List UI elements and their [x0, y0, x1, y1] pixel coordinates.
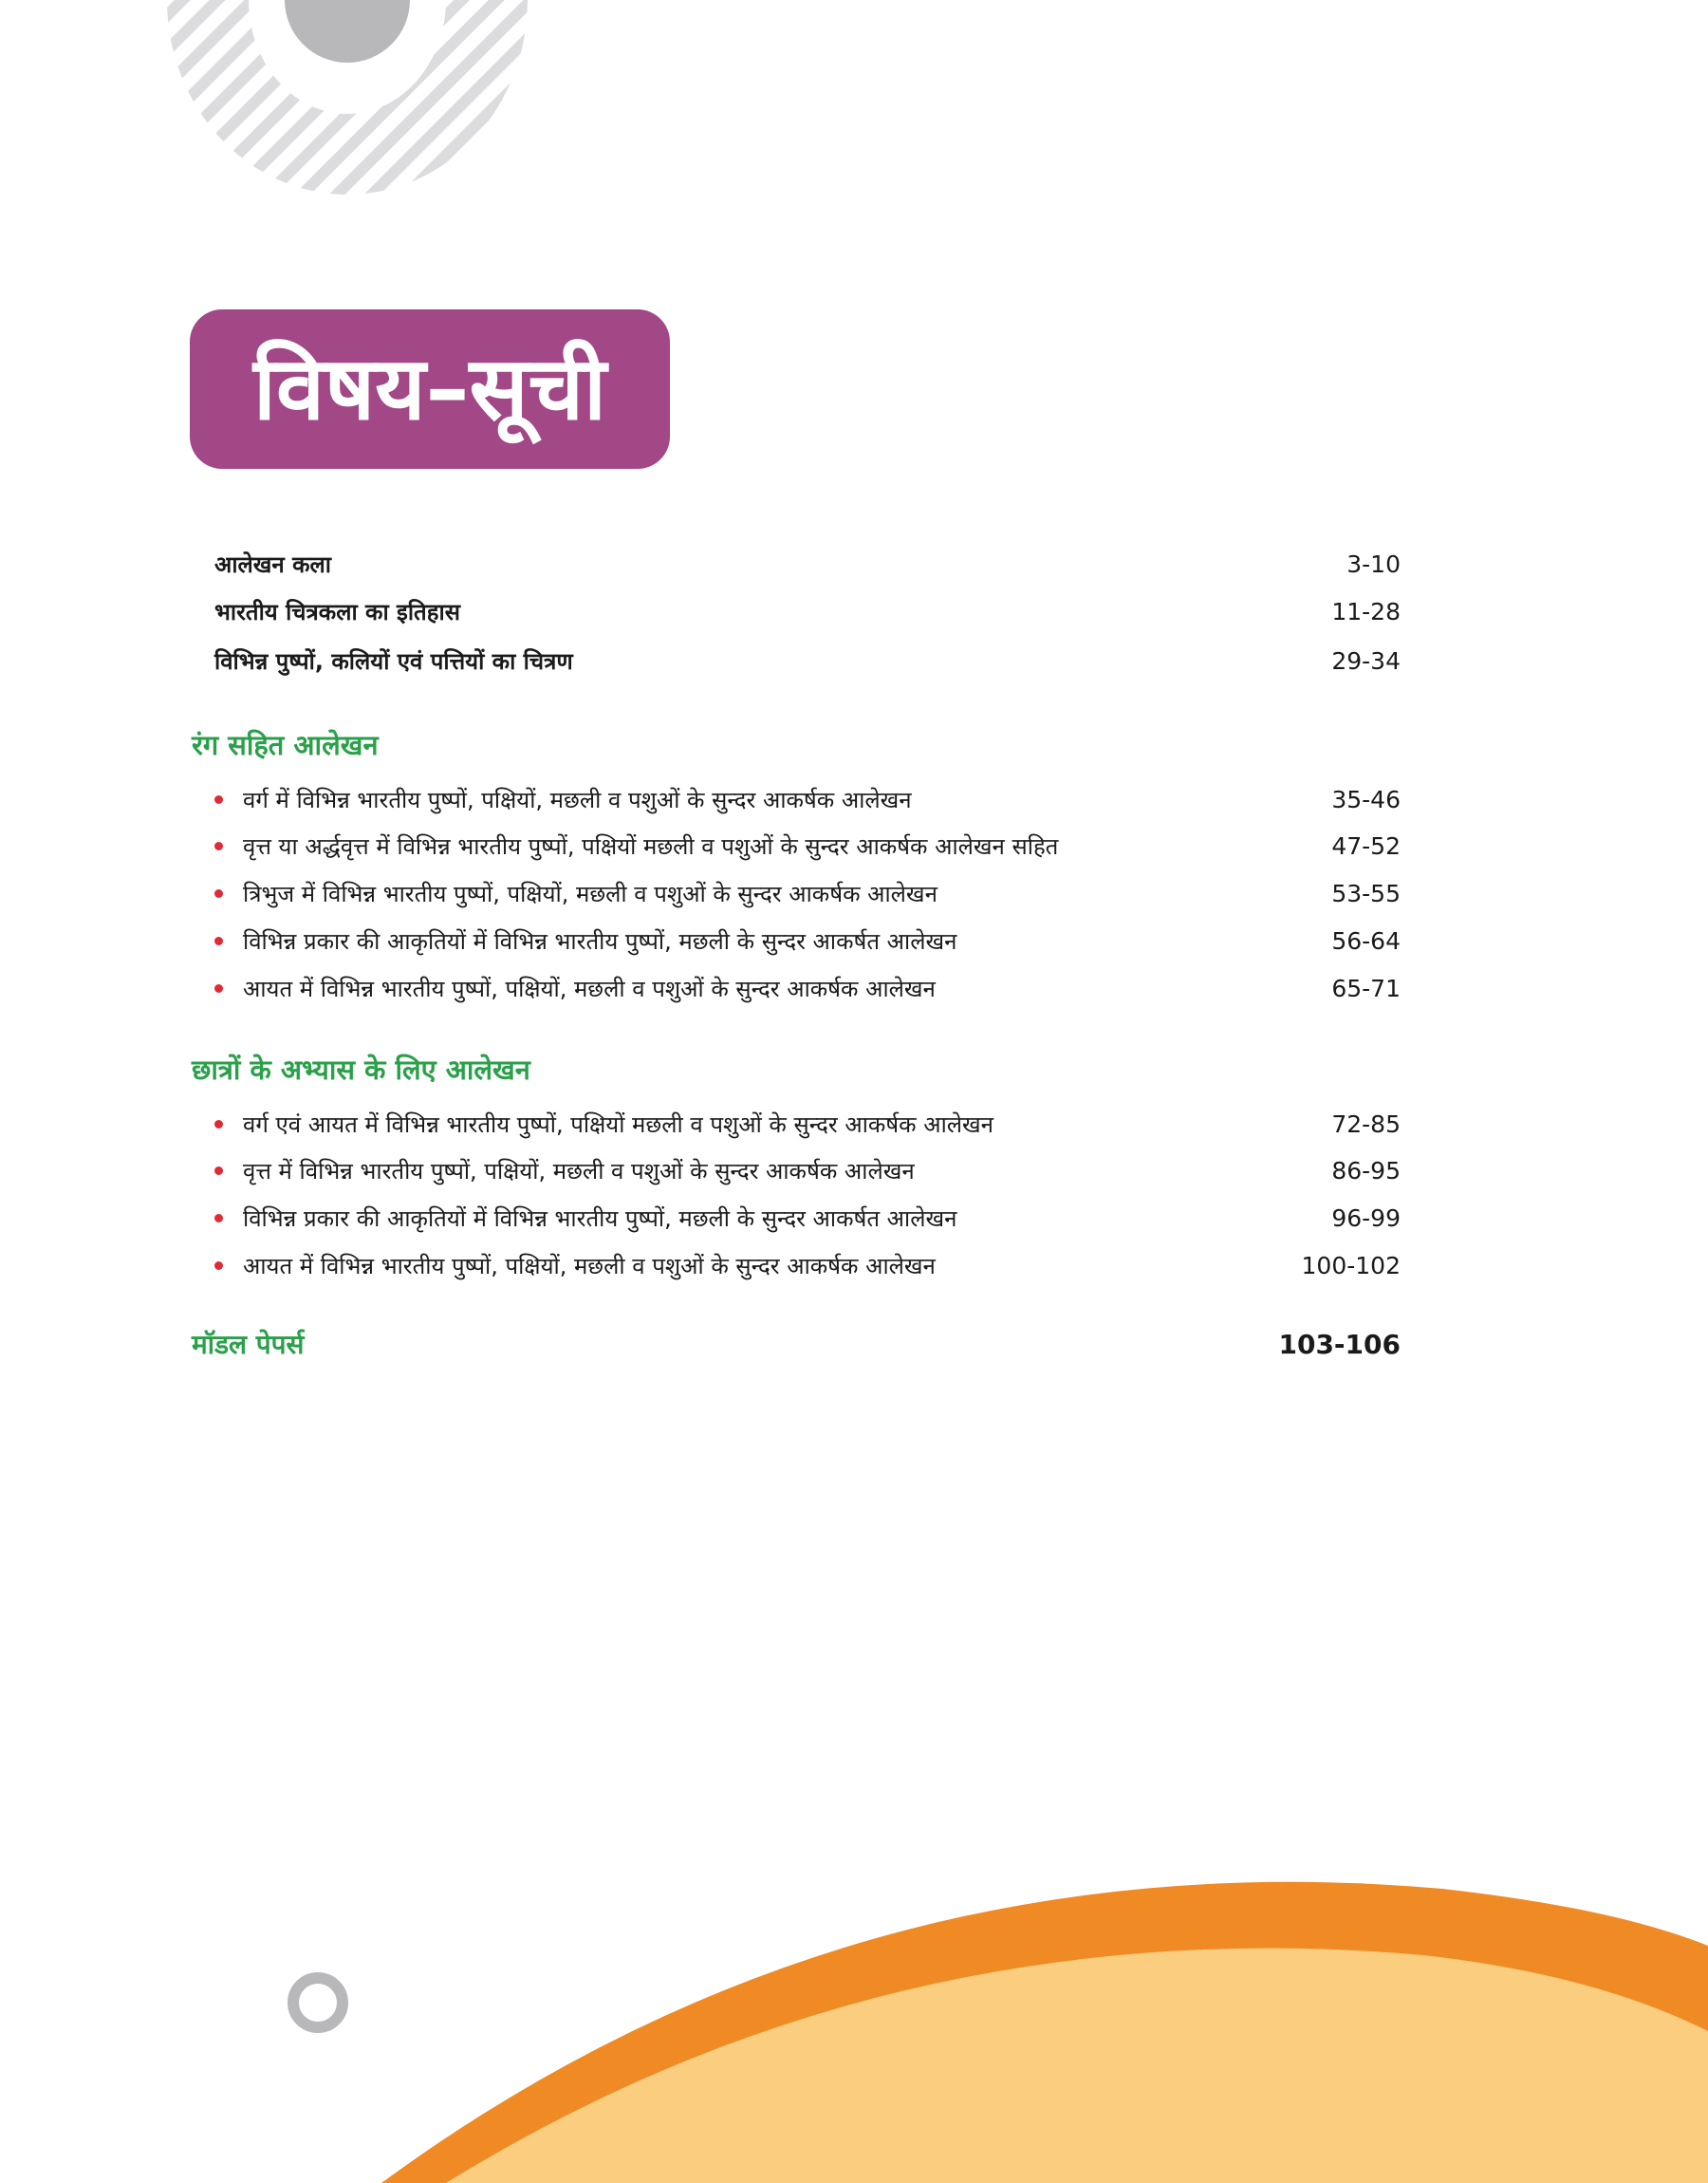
- toc-entry-label: आलेखन कला: [214, 551, 332, 578]
- bullet-icon: [214, 889, 223, 898]
- toc-item-label: वर्ग एवं आयत में विभिन्न भारतीय पुष्पों, पक्षियों मछली व पशुओं के सुन्दर आकर्षक आलेखन: [243, 1111, 993, 1138]
- toc-item-pages: 53-55: [1331, 880, 1401, 907]
- gray-half-disc: [285, 0, 410, 63]
- bullet-icon: [214, 1214, 223, 1222]
- toc-entry-pages: 3-10: [1346, 550, 1401, 578]
- toc-item[interactable]: [214, 1242, 1401, 1290]
- model-papers-label: मॉडल पेपर्स: [192, 1329, 305, 1360]
- toc-item-pages: 56-64: [1331, 927, 1401, 955]
- toc-entry-pages: 29-34: [1331, 647, 1401, 675]
- toc-item-label: वर्ग में विभिन्न भारतीय पुष्पों, पक्षियों, मछली व पशुओं के सुन्दर आकर्षक आलेखन: [243, 787, 912, 813]
- bullet-icon: [214, 984, 223, 993]
- toc-item-label: वृत्त या अर्द्धवृत्त में विभिन्न भारतीय पुष्पों, पक्षियों मछली व पशुओं के सुन्दर आकर्षक आलेखन सहित: [243, 833, 1059, 860]
- toc-item-label: आयत में विभिन्न भारतीय पुष्पों, पक्षियों, मछली व पशुओं के सुन्दर आकर्षक आलेखन: [243, 976, 936, 1002]
- toc-item-pages: 65-71: [1331, 975, 1401, 1002]
- page-title: विषय–सूची: [253, 338, 606, 439]
- toc-entry[interactable]: [214, 588, 1401, 636]
- toc-item[interactable]: [214, 1147, 1401, 1195]
- toc-item[interactable]: [214, 918, 1401, 965]
- toc-item[interactable]: [214, 1195, 1401, 1242]
- toc-entry-label: भारतीय चित्रकला का इतिहास: [214, 599, 460, 625]
- section-heading: छात्रों के अभ्यास के लिए आलेखन: [192, 1054, 530, 1086]
- toc-entry[interactable]: [214, 638, 1401, 685]
- bullet-icon: [214, 1120, 223, 1129]
- bullet-icon: [214, 842, 223, 850]
- toc-item-pages: 35-46: [1331, 786, 1401, 813]
- toc-item-label: आयत में विभिन्न भारतीय पुष्पों, पक्षियों, मछली व पशुओं के सुन्दर आकर्षक आलेखन: [243, 1253, 936, 1279]
- toc-item[interactable]: [214, 823, 1401, 870]
- toc-item-label: विभिन्न प्रकार की आकृतियों में विभिन्न भारतीय पुष्पों, मछली के सुन्दर आकर्षत आलेखन: [243, 928, 957, 955]
- bullet-icon: [214, 937, 223, 945]
- toc-item-label: त्रिभुज में विभिन्न भारतीय पुष्पों, पक्षियों, मछली व पशुओं के सुन्दर आकर्षक आलेखन: [243, 881, 938, 907]
- toc-item-label: विभिन्न प्रकार की आकृतियों में विभिन्न भारतीय पुष्पों, मछली के सुन्दर आकर्षत आलेखन: [243, 1205, 957, 1232]
- toc-item[interactable]: [214, 776, 1401, 824]
- toc-item-label: वृत्त में विभिन्न भारतीय पुष्पों, पक्षियों, मछली व पशुओं के सुन्दर आकर्षक आलेखन: [243, 1158, 915, 1185]
- toc-item[interactable]: [214, 870, 1401, 918]
- toc-item-pages: 100-102: [1301, 1252, 1401, 1279]
- toc-item-pages: 86-95: [1331, 1157, 1401, 1185]
- toc-item-pages: 72-85: [1331, 1110, 1401, 1138]
- gray-ring: [293, 1978, 343, 2027]
- toc-item[interactable]: [214, 965, 1401, 1013]
- bullet-icon: [214, 1261, 223, 1270]
- bullet-icon: [214, 1166, 223, 1175]
- section-heading: रंग सहित आलेखन: [192, 729, 379, 761]
- bullet-icon: [214, 795, 223, 804]
- toc-entry-pages: 11-28: [1331, 598, 1401, 625]
- toc-item[interactable]: [214, 1101, 1401, 1148]
- model-papers-pages: 103-106: [1278, 1329, 1401, 1360]
- title-banner: [190, 309, 670, 469]
- toc-model-papers[interactable]: [192, 1321, 1401, 1369]
- toc-item-pages: 96-99: [1331, 1204, 1401, 1232]
- toc-entry[interactable]: [214, 541, 1401, 588]
- toc-item-pages: 47-52: [1331, 832, 1401, 860]
- toc-entry-label: विभिन्न पुष्पों, कलियों एवं पत्तियों का चित्रण: [214, 648, 573, 675]
